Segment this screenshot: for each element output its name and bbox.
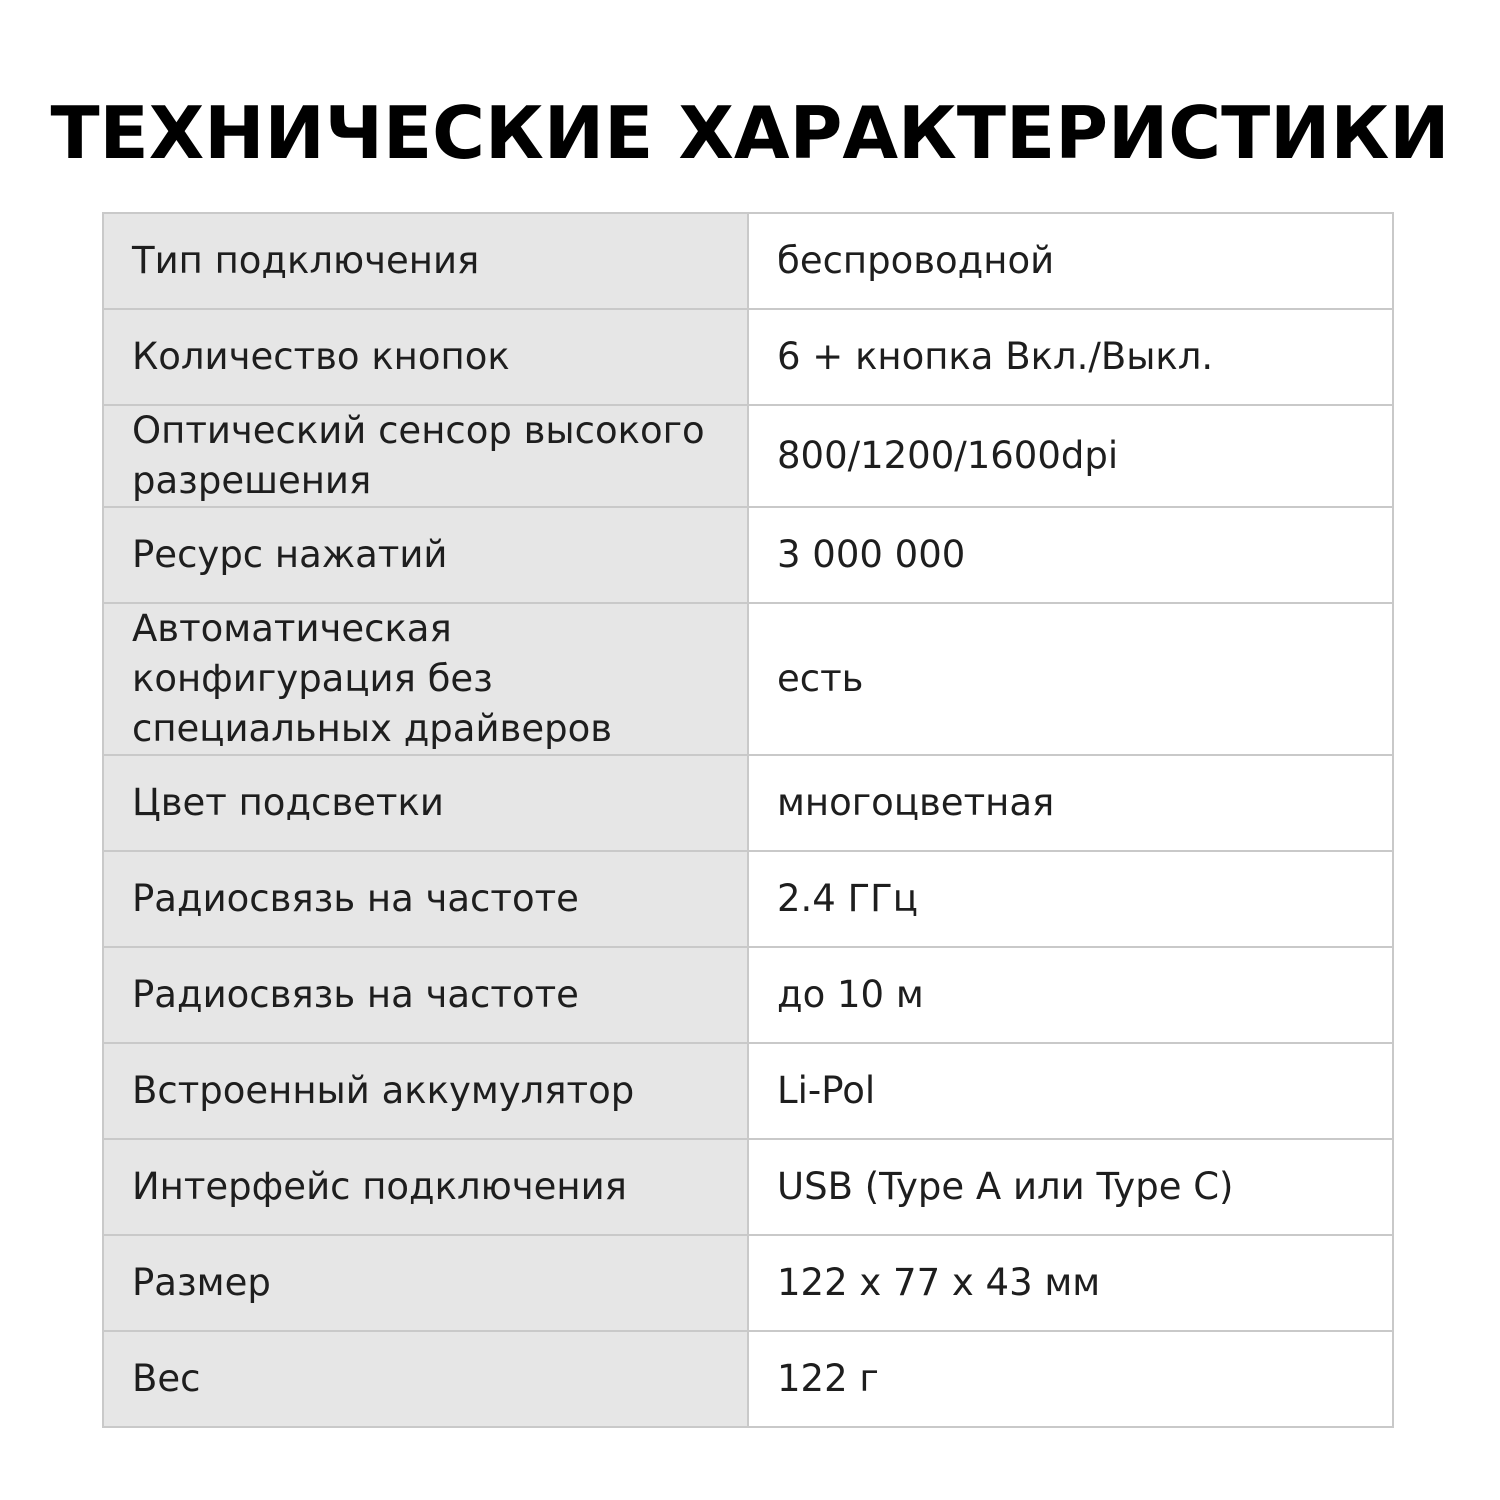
spec-table bbox=[102, 212, 1394, 1428]
spec-label: Радиосвязь на частоте bbox=[103, 851, 748, 947]
table-row bbox=[103, 507, 1393, 603]
spec-label: Количество кнопок bbox=[103, 309, 748, 405]
page-title: ТЕХНИЧЕСКИЕ ХАРАКТЕРИСТИКИ bbox=[50, 91, 1450, 175]
spec-label: Цвет подсветки bbox=[103, 755, 748, 851]
spec-label: Вес bbox=[103, 1331, 748, 1427]
spec-value: 3 000 000 bbox=[748, 507, 1393, 603]
table-row bbox=[103, 1235, 1393, 1331]
spec-label: Автоматическая конфигурация без специальных драйверов bbox=[103, 603, 748, 755]
spec-value: 6 + кнопка Вкл./Выкл. bbox=[748, 309, 1393, 405]
spec-label: Оптический сенсор высокого разрешения bbox=[103, 405, 748, 507]
spec-value: 122 x 77 x 43 мм bbox=[748, 1235, 1393, 1331]
spec-value: есть bbox=[748, 603, 1393, 755]
table-row bbox=[103, 309, 1393, 405]
table-row bbox=[103, 1139, 1393, 1235]
spec-label: Ресурс нажатий bbox=[103, 507, 748, 603]
table-row bbox=[103, 603, 1393, 755]
spec-value: Li-Pol bbox=[748, 1043, 1393, 1139]
spec-value: 2.4 ГГц bbox=[748, 851, 1393, 947]
spec-label: Тип подключения bbox=[103, 213, 748, 309]
spec-value: 122 г bbox=[748, 1331, 1393, 1427]
spec-label: Встроенный аккумулятор bbox=[103, 1043, 748, 1139]
spec-label: Радиосвязь на частоте bbox=[103, 947, 748, 1043]
table-row bbox=[103, 755, 1393, 851]
table-row bbox=[103, 405, 1393, 507]
table-row bbox=[103, 213, 1393, 309]
spec-value: многоцветная bbox=[748, 755, 1393, 851]
spec-label: Размер bbox=[103, 1235, 748, 1331]
table-row bbox=[103, 947, 1393, 1043]
spec-value: 800/1200/1600dpi bbox=[748, 405, 1393, 507]
spec-value: беспроводной bbox=[748, 213, 1393, 309]
spec-label: Интерфейс подключения bbox=[103, 1139, 748, 1235]
table-row bbox=[103, 851, 1393, 947]
table-row bbox=[103, 1043, 1393, 1139]
spec-value: USB (Type A или Type C) bbox=[748, 1139, 1393, 1235]
table-row bbox=[103, 1331, 1393, 1427]
spec-value: до 10 м bbox=[748, 947, 1393, 1043]
